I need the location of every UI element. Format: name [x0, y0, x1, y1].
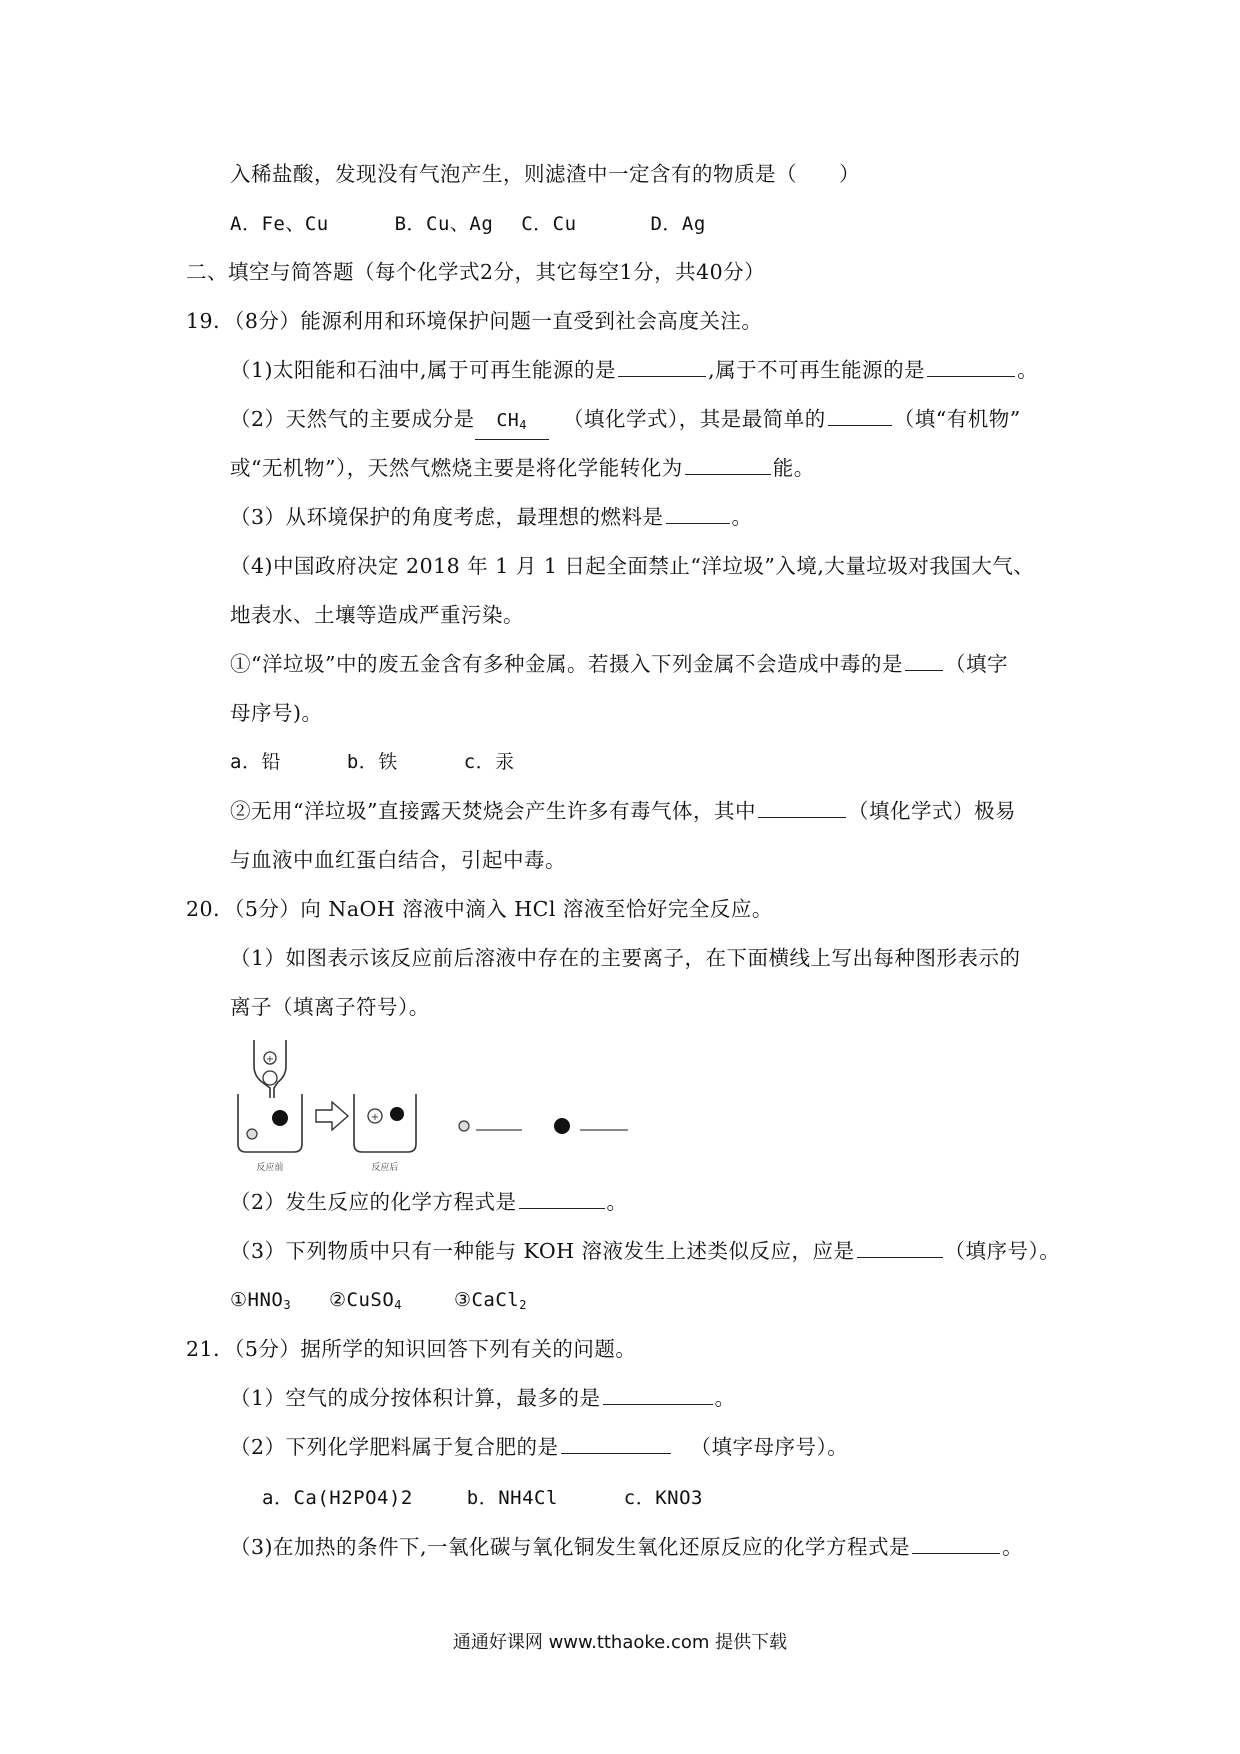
sodium-ion-icon: [247, 1129, 257, 1139]
q19-blank-energy[interactable]: [685, 454, 771, 475]
q19-sub1-cont: 母序号)。: [230, 701, 323, 725]
q20-options: [230, 1286, 527, 1319]
q21-part2: [230, 1433, 848, 1461]
q19-part4-line2: 地表水、土壤等造成严重污染。: [230, 603, 524, 627]
q21-blank-fertilizer[interactable]: [561, 1433, 671, 1454]
q20-option-3-sub: 2: [519, 1298, 527, 1312]
q20-part1-line1: （1）如图表示该反应前后溶液中存在的主要离子，在下面横线上写出每种图形表示的: [230, 946, 1021, 970]
svg-text:+: +: [265, 1054, 275, 1065]
q21-part3: [230, 1533, 1023, 1561]
q21-part3-text-a: （3)在加热的条件下,一氧化碳与氧化铜发生氧化还原反应的化学方程式是: [230, 1535, 911, 1559]
dropper-icon: [254, 1040, 286, 1098]
q20-option-1-sub: 3: [283, 1298, 292, 1312]
q21-part2-text-a: （2）下列化学肥料属于复合肥的是: [230, 1435, 559, 1459]
label-before: 反应前: [256, 1163, 284, 1173]
q20-option-1: [230, 1289, 291, 1311]
q20-stem: 20．（5分）向 NaOH 溶液中滴入 HCl 溶液至恰好完全反应。: [186, 897, 773, 921]
q19-fill-formula: CH: [496, 410, 520, 431]
label-after: 反应后: [371, 1163, 399, 1173]
q20-option-2-sub: 4: [394, 1298, 403, 1312]
q19-sub1-text-a: ①“洋垃圾”中的废五金含有多种金属。若摄入下列金属不会造成中毒的是: [230, 652, 903, 676]
q19-sub2: [230, 797, 1016, 825]
q19-part2-text-b: （填化学式），其是最简单的: [562, 407, 826, 431]
q19-part1-text-b: ,属于不可再生能源的是: [708, 358, 926, 382]
q19-filled-ch4: [475, 407, 549, 440]
q21-option-c: c．KNO3: [623, 1487, 703, 1509]
q21-part2-text-b: （填字母序号）。: [690, 1435, 849, 1459]
beaker-before: [238, 1094, 302, 1173]
q20-option-1-text: ①HNO: [230, 1289, 284, 1311]
q19-part2-text-a: （2）天然气的主要成分是: [230, 407, 475, 431]
q19-part2-text-c: （填“有机物”: [893, 407, 1021, 431]
q20-part3-text-b: （填序号）。: [944, 1239, 1061, 1263]
q19-part1-text-a: （1)太阳能和石油中,属于可再生能源的是: [230, 358, 617, 382]
q19-blank-organic[interactable]: [828, 405, 892, 426]
q21-part1: [230, 1384, 736, 1412]
q21-part3-text-b: 。: [1002, 1535, 1024, 1559]
q18-options: [230, 210, 706, 238]
q18-option-a: A．Fe、Cu: [230, 213, 329, 235]
q19-sub2-text-b: （填化学式）极易: [847, 799, 1016, 823]
q19-sub1-text-b: （填字: [944, 652, 1008, 676]
q18-option-c: C．Cu: [521, 213, 577, 235]
q20-part3-text-a: （3）下列物质中只有一种能与 KOH 溶液发生上述类似反应，应是: [230, 1239, 855, 1263]
q21-option-b: b．NH4Cl: [466, 1487, 558, 1509]
q19-part2-cont: [230, 454, 815, 482]
q19-blank-nonrenewable[interactable]: [927, 356, 1015, 377]
q20-part2-text-b: 。: [606, 1190, 628, 1214]
q19-options: [230, 748, 515, 776]
q21-stem: 21．（5分）据所学的知识回答下列有关的问题。: [186, 1337, 637, 1361]
q20-part1-line2: 离子（填离子符号）。: [230, 995, 430, 1019]
q18-option-b: B．Cu、Ag: [394, 213, 494, 235]
q21-blank-equation[interactable]: [912, 1533, 1000, 1554]
q21-part1-text-a: （1）空气的成分按体积计算，最多的是: [230, 1386, 601, 1410]
q19-option-b: b．铁: [346, 751, 398, 773]
small-ion-icon: [459, 1121, 469, 1131]
q21-part1-text-b: 。: [714, 1386, 736, 1410]
ion-black-icon: [390, 1107, 404, 1121]
beaker-after: [354, 1094, 416, 1173]
q19-blank-fuel[interactable]: [666, 503, 730, 524]
q19-sub2-cont: 与血液中血红蛋白结合，引起中毒。: [230, 848, 566, 872]
q19-stem: 19．（8分）能源利用和环境保护问题一直受到社会高度关注。: [186, 309, 763, 333]
q20-option-2: [329, 1289, 402, 1311]
q21-options: [262, 1484, 703, 1512]
q19-part3: [230, 503, 753, 531]
q21-blank-air[interactable]: [603, 1384, 713, 1405]
q20-option-3: [454, 1289, 527, 1311]
q19-part3-text-b: 。: [731, 505, 753, 529]
q19-part4-line1: （4)中国政府决定 2018 年 1 月 1 日起全面禁止“洋垃圾”入境,大量垃圾对我国大气、: [230, 554, 1035, 578]
section-2-title: 二、填空与简答题（每个化学式2分，其它每空1分，共40分）: [186, 260, 766, 284]
svg-text:+: +: [370, 1112, 380, 1123]
q19-blank-renewable[interactable]: [618, 356, 706, 377]
q20-blank-equation[interactable]: [519, 1188, 605, 1209]
q21-option-a: a．Ca(H2PO4)2: [262, 1487, 413, 1509]
reaction-diagram: [230, 1036, 650, 1186]
chloride-ion-icon: [263, 1071, 277, 1085]
q20-part2-text-a: （2）发生反应的化学方程式是: [230, 1190, 517, 1214]
q19-part1: [230, 356, 1038, 384]
q20-blank-option[interactable]: [857, 1237, 943, 1258]
q19-sub2-text-a: ②无用“洋垃圾”直接露天焚烧会产生许多有毒气体，其中: [230, 799, 756, 823]
q19-fill-subscript: 4: [519, 418, 527, 432]
large-black-ion-icon: [554, 1118, 570, 1134]
q19-part3-text-a: （3）从环境保护的角度考虑，最理想的燃料是: [230, 505, 664, 529]
hydroxide-ion-icon: [272, 1110, 288, 1126]
q19-blank-gas[interactable]: [758, 797, 846, 818]
q19-blank-metal[interactable]: [905, 650, 943, 671]
q19-part2: [230, 405, 1021, 440]
q19-sub1: [230, 650, 1008, 678]
q20-option-2-text: ②CuSO: [329, 1289, 395, 1311]
q19-part2-text-d: 或“无机物”），天然气燃烧主要是将化学能转化为: [230, 456, 683, 480]
arrow-right-icon: [316, 1102, 348, 1130]
ion-answer-row: [459, 1118, 628, 1134]
q19-option-c: c．汞: [463, 751, 515, 773]
q19-part1-text-c: 。: [1017, 358, 1039, 382]
q19-option-a: a．铅: [230, 751, 281, 773]
q18-continuation: 入稀盐酸，发现没有气泡产生，则滤渣中一定含有的物质是（ ）: [230, 162, 860, 186]
page-footer: 通通好课网 www.tthaoke.com 提供下载: [452, 1632, 788, 1653]
q20-option-3-text: ③CaCl: [453, 1289, 520, 1311]
q19-part2-text-e: 能。: [772, 456, 815, 480]
q18-option-d: D．Ag: [650, 213, 706, 235]
q20-part2: [230, 1188, 628, 1216]
q20-part3: [230, 1237, 1060, 1265]
